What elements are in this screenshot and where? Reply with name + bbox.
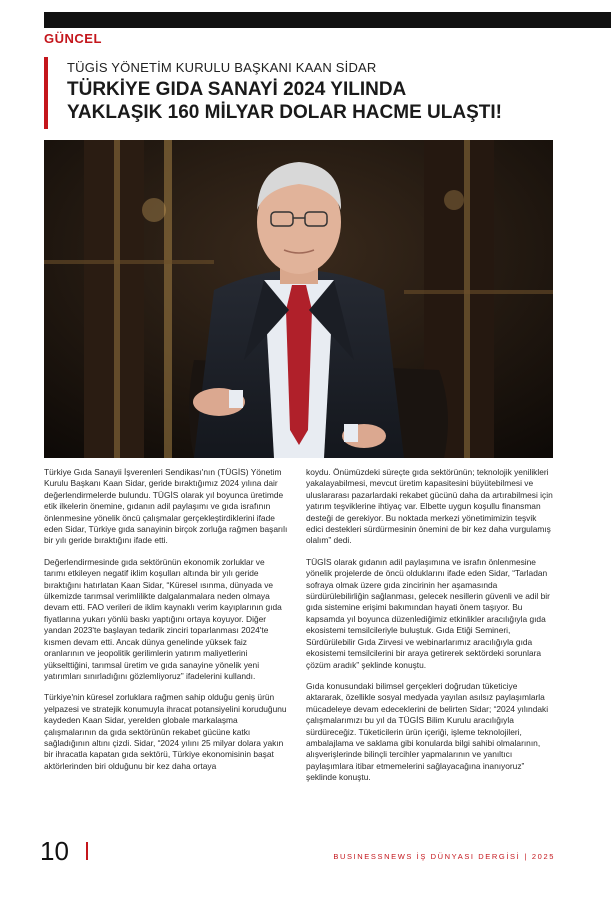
kicker: TÜGİS YÖNETİM KURULU BAŞKANI KAAN SİDAR <box>67 60 377 75</box>
paragraph: koydu. Önümüzdeki süreçte gıda sektörünün; teknolojik yenilikleri yakalayabilmesi, mevcut üretim kapasitesini büyütebilmesi ve uluslararası pazarlardaki rekabet gücünü daha da artırabilmesi için yatırım teşviklerine ihtiyaç var. Elbette uygun koşullu finansman desteği de gerekiyor. Bu noktada merkezi yönetimimizin teşvik edici destekleri sürdürmesinin önemini de bir kez daha vurgulamış olalım” dedi. <box>306 467 553 546</box>
footer-separator: | <box>524 852 528 861</box>
article-column-left <box>44 467 288 782</box>
footer-year: 2025 <box>531 852 555 861</box>
headline-line-1: TÜRKİYE GIDA SANAYİ 2024 YILINDA <box>67 79 407 100</box>
paragraph: Türkiye Gıda Sanayii İşverenleri Sendikası'nın (TÜGİS) Yönetim Kurulu Başkanı Kaan Sidar, geride bıraktığımız 2024 yılına dair değerlendirmelerde bulundu. TÜGİS olarak yıl boyunca üretimde etik ilkelerin önemine, gıdanın adil paylaşımı ve gıda israfının önlenmesine yönelik öncü çalışmalar gerçekleştirdiklerini ifade eden Sidar, Türkiye gıda sanayinin birçok zorluğa rağmen başarılı bir yılı geride bıraktığını ifade etti. <box>44 467 288 546</box>
footer-magazine: BUSINESSNEWS İŞ DÜNYASI DERGİSİ <box>333 852 521 861</box>
footer <box>333 852 555 861</box>
paragraph: Gıda konusundaki bilimsel gerçekleri doğrudan tüketiciye aktararak, özellikle sosyal medyada yayılan asılsız paylaşımlarla mücadeleye devam edeceklerini de belirten Sidar; “2024 yılındaki çalışmalarımızı bu yıl da TÜGİS Bilim Kurulu aracılığıyla sürdüreceğiz. Tüketicilerin ürün içeriği, işleme teknolojileri, ambalajlama ve saklama gibi konularda bilgi sahibi olmalarının, alışverişlerinde bilinçli tercihler yapmalarının ve yanıltıcı paylaşımlara itibar etmemelerini sağlayacağına inanıyoruz” şeklinde konuştu. <box>306 680 549 783</box>
page-number: 10 <box>40 836 69 866</box>
paragraph: Türkiye'nin küresel zorluklara rağmen sahip olduğu geniş ürün yelpazesi ve stratejik konumuyla ihracat potansiyelini koruduğunu kaydeden Kaan Sidar, yerelden globale markalaşma çalışmalarının da gıda sektörünün rekabet gücüne katkı sağladığının altını çizdi. Sidar, “2024 yılını 25 milyar dolara yakın bir ihracatla kapatan gıda sektörü, Türkiye ekonomisinin başat aktörlerinden biri olduğunu bir kez daha ortaya <box>44 692 287 771</box>
paragraph: TÜGİS olarak gıdanın adil paylaşımına ve israfın önlenmesine yönelik projelerde de öncü olduklarını ifade eden Sidar, “Tarladan sofraya olmak üzere gıda zincirinin her aşamasında sürdürülebilirliğin sağlanması, gelecek nesillerin güvenli ve adil bir gıda sistemine erişimi bakımından hayati önem taşıyor. Bu kapsamda yıl boyunca düzenlediğimiz etkinlikler aracılığıyla gıda ekosistemi temsilcileriyle buluştuk. Gıda Etiği Semineri, Sürdürülebilir Gıda Zirvesi ve webinarlarımız aracılığıyla gıda ekosistemi temsilcilerini bir araya getirerek sektördeki sorunlara çözüm aradık” şeklinde konuştu. <box>306 556 550 670</box>
top-bar <box>44 12 611 28</box>
portrait-photo <box>44 140 553 458</box>
paragraph: Değerlendirmesinde gıda sektörünün ekonomik zorluklar ve tarımı etkileyen negatif iklim koşulları altında bir yılı geride bıraktığını hatırlatan Kaan Sidar, “Küresel ısınma, dünyada ve ülkemizde tarımsal verimlilikte dalgalanmalara neden olmaya devam etti. FAO verileri de iklim kaynaklı verim kayıplarının gıda fiyatlarına yukarı yönlü baskı yaptığını ortaya koyuyor. Diğer yandan 2023'te başlayan tedarik zinciri toparlanması 2024'te kısmen devam etti. Ancak dünya genelinde yüksek faiz oranlarının ve jeopolitik gerilimlerin yatırım maliyetlerini yükselttiğini, tarımsal üretim ve gıda sanayine yönelik yeni yatırımları sınırladığını gözlemliyoruz” ifadelerini kullandı. <box>44 556 282 681</box>
headline-accent-rule <box>44 57 48 129</box>
headline-line-2: YAKLAŞIK 160 MİLYAR DOLAR HACME ULAŞTI! <box>67 102 502 123</box>
page-number-divider <box>86 842 88 860</box>
section-label: GÜNCEL <box>44 31 102 46</box>
headline <box>67 78 587 124</box>
article-column-right <box>306 467 555 794</box>
